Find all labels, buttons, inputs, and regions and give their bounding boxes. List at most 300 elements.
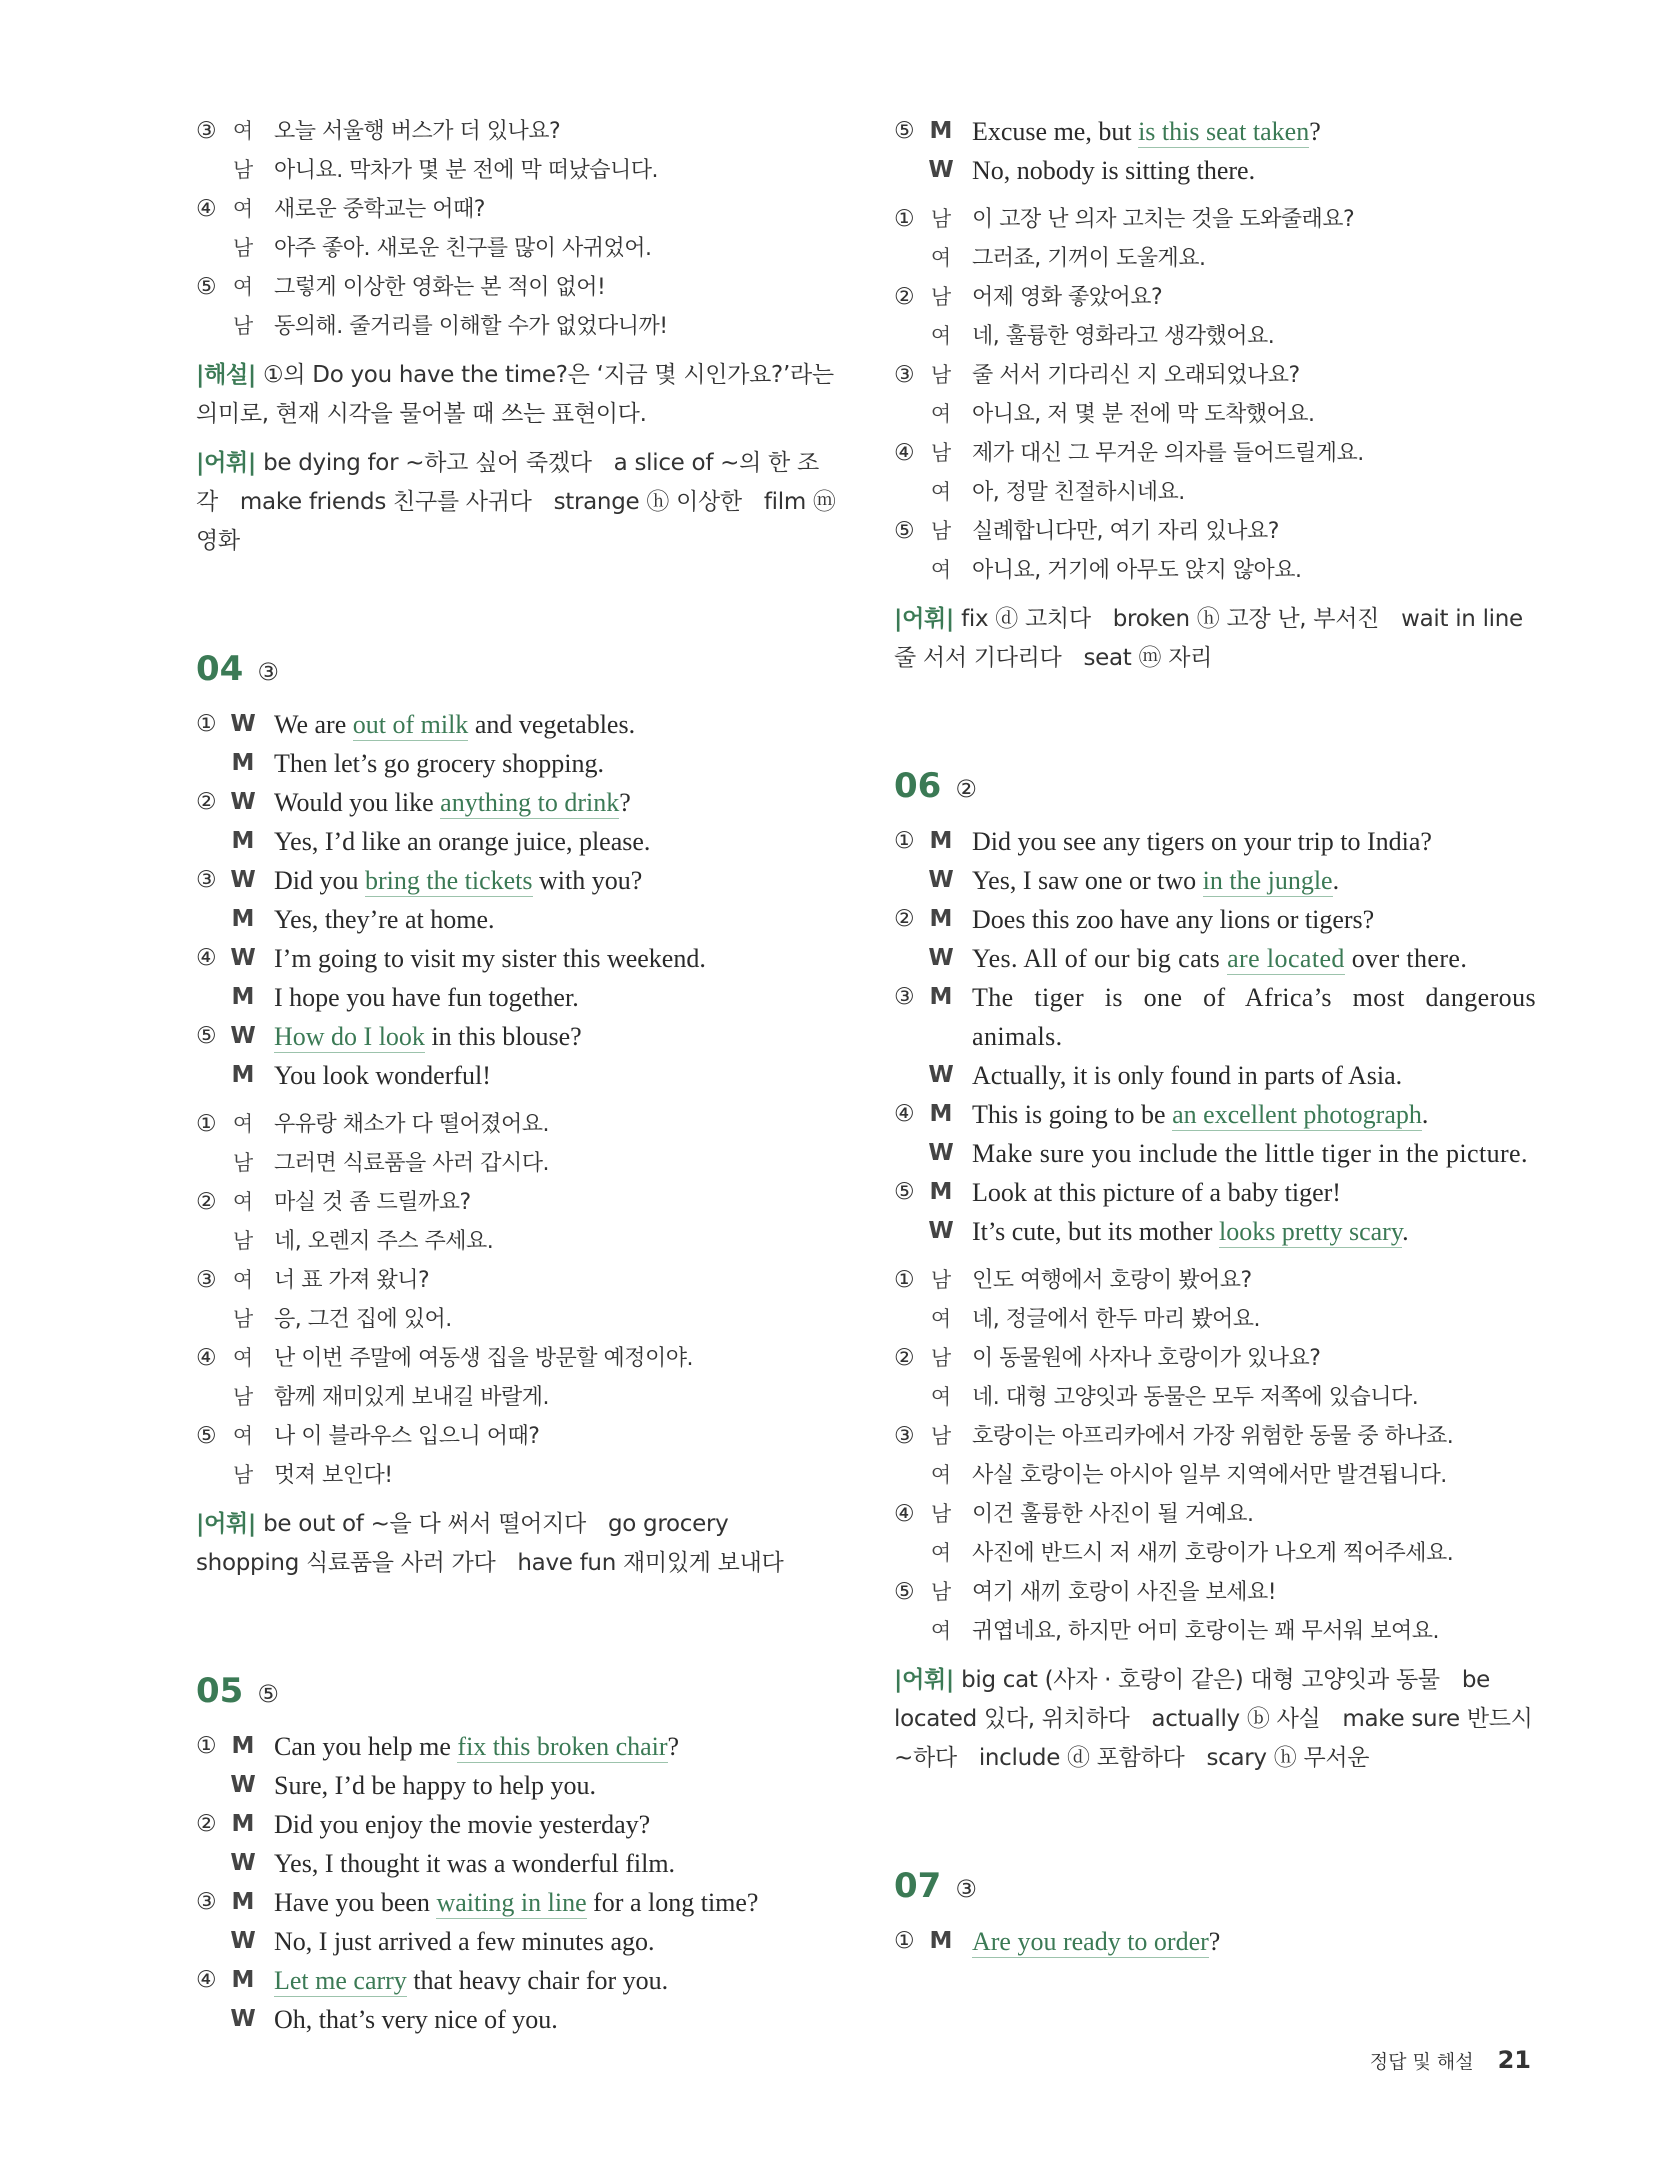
vocab-note-05 bbox=[894, 600, 1536, 678]
highlighted-phrase: How do I look bbox=[274, 1022, 425, 1051]
dialogue-line bbox=[196, 1922, 836, 1961]
dialogue-text: Yes, I saw one or two in the jungle. bbox=[972, 866, 1340, 895]
dialogue-line bbox=[196, 1844, 836, 1883]
translation-text: 너 표 가져 왔니? bbox=[274, 1268, 430, 1293]
left-column bbox=[196, 112, 836, 2039]
item-number: ② bbox=[196, 1811, 217, 1837]
item-number: ⑤ bbox=[894, 1579, 915, 1605]
dialogue-line bbox=[196, 861, 836, 900]
dialogue-text: Did you bring the tickets with you? bbox=[274, 866, 643, 895]
highlighted-phrase: an excellent photograph bbox=[1172, 1100, 1422, 1129]
translation-text: 새로운 중학교는 어때? bbox=[274, 197, 485, 222]
translation-line bbox=[196, 268, 836, 307]
speaker-label: W bbox=[230, 1023, 256, 1049]
dialogue-line bbox=[196, 783, 836, 822]
item-number: ③ bbox=[894, 362, 915, 388]
speaker-label: 남 bbox=[930, 1424, 952, 1448]
translation-line bbox=[196, 1222, 836, 1261]
explanation-note bbox=[196, 356, 836, 434]
item-number: ① bbox=[196, 711, 217, 737]
speaker-label: M bbox=[929, 828, 953, 854]
speaker-label: 남 bbox=[930, 207, 952, 231]
vocab-note-06 bbox=[894, 1661, 1536, 1778]
translation-line bbox=[894, 239, 1536, 278]
speaker-label: 여 bbox=[930, 246, 952, 270]
dialogue-text: Actually, it is only found in parts of Asia. bbox=[972, 1061, 1403, 1090]
highlighted-phrase: are located bbox=[1227, 944, 1345, 973]
speaker-label: 남 bbox=[930, 1268, 952, 1292]
vocab-label: |어휘| bbox=[196, 450, 257, 476]
speaker-label: 여 bbox=[930, 324, 952, 348]
vocab-item: make friends 친구를 사귀다 bbox=[239, 489, 532, 515]
translation-text: 호랑이는 아프리카에서 가장 위험한 동물 중 하나죠. bbox=[972, 1424, 1454, 1449]
speaker-label: W bbox=[230, 945, 256, 971]
vocab-item: strange ⓗ 이상한 bbox=[553, 489, 742, 515]
vocab-item: be located 있다, 위치하다 bbox=[894, 1667, 1490, 1732]
dialogue-text: How do I look in this blouse? bbox=[274, 1022, 582, 1051]
translation-line bbox=[894, 473, 1536, 512]
speaker-label: 여 bbox=[930, 402, 952, 426]
translation-line bbox=[196, 1339, 836, 1378]
speaker-label: M bbox=[929, 984, 953, 1010]
page-footer bbox=[1370, 2040, 1531, 2080]
translation-text: 응, 그건 집에 있어. bbox=[274, 1307, 452, 1332]
dialogue-line bbox=[196, 1961, 836, 2000]
translation-text: 이건 훌륭한 사진이 될 거예요. bbox=[972, 1502, 1254, 1527]
vocab-item: make sure 반드시 ~하다 bbox=[894, 1706, 1533, 1771]
dialogue-text: Yes, I thought it was a wonderful film. bbox=[274, 1849, 676, 1878]
translation-line bbox=[894, 1339, 1536, 1378]
item-number: ② bbox=[196, 1189, 217, 1215]
dialogue-text: Are you ready to order? bbox=[972, 1927, 1221, 1956]
item-number: ⑤ bbox=[196, 274, 217, 300]
speaker-label: M bbox=[231, 1889, 255, 1915]
dialogue-line bbox=[196, 705, 836, 744]
speaker-label: M bbox=[231, 1733, 255, 1759]
question-number: 04 bbox=[196, 649, 244, 689]
speaker-label: W bbox=[928, 1140, 954, 1166]
item-number: ④ bbox=[196, 945, 217, 971]
question-number: 06 bbox=[894, 766, 942, 806]
translation-line bbox=[894, 551, 1536, 590]
translation-text: 동의해. 줄거리를 이해할 수가 없었다니까! bbox=[274, 314, 668, 339]
speaker-label: M bbox=[231, 984, 255, 1010]
translation-line bbox=[894, 356, 1536, 395]
footer-label: 정답 및 해설 bbox=[1369, 2051, 1474, 2073]
highlighted-phrase: Are you ready to order bbox=[972, 1927, 1209, 1956]
dialogue-line bbox=[196, 744, 836, 783]
translation-text: 오늘 서울행 버스가 더 있나요? bbox=[274, 119, 561, 144]
speaker-label: M bbox=[231, 1062, 255, 1088]
speaker-label: 남 bbox=[930, 1346, 952, 1370]
translation-line bbox=[196, 307, 836, 346]
item-number: ④ bbox=[196, 1345, 217, 1371]
vocab-item: be out of ~을 다 써서 떨어지다 bbox=[263, 1511, 586, 1537]
speaker-label: 여 bbox=[232, 1112, 254, 1136]
speaker-label: M bbox=[929, 118, 953, 144]
vocab-note-04 bbox=[196, 1505, 836, 1583]
dialogue-line bbox=[894, 822, 1536, 861]
speaker-label: W bbox=[230, 1928, 256, 1954]
translation-line bbox=[196, 1105, 836, 1144]
speaker-label: M bbox=[929, 1928, 953, 1954]
question-06-header bbox=[894, 756, 1536, 816]
section-05-korean-lines bbox=[894, 200, 1536, 590]
dialogue-line bbox=[196, 1727, 836, 1766]
vocab-item: wait in line 줄 서서 기다리다 bbox=[894, 606, 1523, 671]
dialogue-line bbox=[894, 978, 1536, 1056]
dialogue-line bbox=[894, 1173, 1536, 1212]
item-number: ① bbox=[894, 206, 915, 232]
translation-text: 귀엽네요, 하지만 어미 호랑이는 꽤 무서워 보여요. bbox=[972, 1619, 1439, 1644]
translation-text: 제가 대신 그 무거운 의자를 들어드릴게요. bbox=[972, 441, 1364, 466]
speaker-label: W bbox=[230, 1772, 256, 1798]
dialogue-text: Then let’s go grocery shopping. bbox=[274, 749, 604, 778]
dialogue-line bbox=[196, 1017, 836, 1056]
vocab-label: |어휘| bbox=[196, 1511, 257, 1537]
item-number: ④ bbox=[196, 1967, 217, 1993]
dialogue-line bbox=[196, 822, 836, 861]
speaker-label: 남 bbox=[930, 363, 952, 387]
translation-line bbox=[894, 512, 1536, 551]
speaker-label: 남 bbox=[930, 1502, 952, 1526]
translation-line bbox=[196, 1378, 836, 1417]
question-number: 05 bbox=[196, 1671, 244, 1711]
dialogue-text: You look wonderful! bbox=[274, 1061, 491, 1090]
vocab-item: big cat (사자 · 호랑이 같은) 대형 고양잇과 동물 bbox=[961, 1667, 1440, 1693]
speaker-label: W bbox=[928, 867, 954, 893]
translation-line bbox=[894, 1573, 1536, 1612]
dialogue-line bbox=[196, 1883, 836, 1922]
translation-text: 그러면 식료품을 사러 갑시다. bbox=[274, 1151, 549, 1176]
speaker-label: 여 bbox=[232, 197, 254, 221]
speaker-label: 남 bbox=[930, 285, 952, 309]
speaker-label: 남 bbox=[232, 1229, 254, 1253]
dialogue-line bbox=[894, 939, 1536, 978]
vocab-item: scary ⓗ 무서운 bbox=[1206, 1745, 1370, 1771]
speaker-label: M bbox=[929, 1179, 953, 1205]
item-number: ① bbox=[894, 1928, 915, 1954]
translation-line bbox=[894, 317, 1536, 356]
vocab-item: include ⓓ 포함하다 bbox=[978, 1745, 1185, 1771]
speaker-label: W bbox=[928, 1062, 954, 1088]
item-number: ③ bbox=[196, 867, 217, 893]
translation-line bbox=[196, 1183, 836, 1222]
item-number: ① bbox=[894, 1267, 915, 1293]
dialogue-text: Let me carry that heavy chair for you. bbox=[274, 1966, 669, 1995]
dialogue-text: Have you been waiting in line for a long time? bbox=[274, 1888, 759, 1917]
translation-line bbox=[894, 1456, 1536, 1495]
speaker-label: 여 bbox=[930, 558, 952, 582]
translation-text: 네, 정글에서 한두 마리 봤어요. bbox=[972, 1307, 1260, 1332]
item-number: ④ bbox=[196, 196, 217, 222]
section-07-english-lines bbox=[894, 1922, 1536, 1961]
translation-text: 사실 호랑이는 아시아 일부 지역에서만 발견됩니다. bbox=[972, 1463, 1447, 1488]
speaker-label: M bbox=[231, 828, 255, 854]
translation-line bbox=[894, 200, 1536, 239]
question-number: 07 bbox=[894, 1866, 942, 1906]
dialogue-text: Look at this picture of a baby tiger! bbox=[972, 1178, 1341, 1207]
translation-text: 어제 영화 좋았어요? bbox=[972, 285, 1163, 310]
speaker-label: M bbox=[929, 906, 953, 932]
translation-text: 우유랑 채소가 다 떨어졌어요. bbox=[274, 1112, 549, 1137]
translation-line bbox=[894, 1378, 1536, 1417]
dialogue-text: Yes, they’re at home. bbox=[274, 905, 495, 934]
vocab-item: go grocery shopping 식료품을 사러 가다 bbox=[196, 1511, 729, 1576]
dialogue-line bbox=[894, 900, 1536, 939]
explanation-text: ①의 Do you have the time?은 ‘지금 몇 시인가요?’라는 의미로, 현재 시각을 물어볼 때 쓰는 표현이다. bbox=[196, 362, 834, 427]
item-number: ⑤ bbox=[894, 118, 915, 144]
translation-text: 아니요. 막차가 몇 분 전에 막 떠났습니다. bbox=[274, 158, 658, 183]
translation-text: 네, 오렌지 주스 주세요. bbox=[274, 1229, 494, 1254]
answer-mark: ③ bbox=[257, 658, 279, 686]
speaker-label: 여 bbox=[930, 1541, 952, 1565]
translation-text: 마실 것 좀 드릴까요? bbox=[274, 1190, 471, 1215]
speaker-label: M bbox=[231, 1811, 255, 1837]
speaker-label: 여 bbox=[930, 1307, 952, 1331]
vocab-item: film ⓜ 영화 bbox=[196, 489, 836, 554]
item-number: ② bbox=[894, 1345, 915, 1371]
vocab-item: a slice of ~의 한 조각 bbox=[196, 450, 819, 515]
speaker-label: M bbox=[231, 750, 255, 776]
speaker-label: W bbox=[928, 1218, 954, 1244]
translation-line bbox=[894, 278, 1536, 317]
translation-line bbox=[894, 1612, 1536, 1651]
dialogue-line bbox=[894, 112, 1536, 151]
highlighted-phrase: Let me carry bbox=[274, 1966, 407, 1995]
section-05-english-lines-cont bbox=[894, 112, 1536, 190]
translation-text: 네, 훌륭한 영화라고 생각했어요. bbox=[972, 324, 1275, 349]
translation-text: 줄 서서 기다리신 지 오래되었나요? bbox=[972, 363, 1300, 388]
speaker-label: 여 bbox=[232, 1190, 254, 1214]
translation-text: 아니요, 거기에 아무도 앉지 않아요. bbox=[972, 558, 1302, 583]
item-number: ② bbox=[196, 789, 217, 815]
speaker-label: 남 bbox=[930, 519, 952, 543]
item-number: ② bbox=[894, 284, 915, 310]
vocab-item: seat ⓜ 자리 bbox=[1083, 645, 1213, 671]
speaker-label: 여 bbox=[930, 480, 952, 504]
translation-line bbox=[196, 151, 836, 190]
translation-line bbox=[894, 1417, 1536, 1456]
translation-line bbox=[196, 1417, 836, 1456]
section-06-korean-lines bbox=[894, 1261, 1536, 1651]
translation-line bbox=[894, 395, 1536, 434]
item-number: ③ bbox=[196, 1889, 217, 1915]
item-number: ④ bbox=[894, 440, 915, 466]
highlighted-phrase: anything to drink bbox=[440, 788, 620, 817]
item-number: ③ bbox=[894, 984, 915, 1010]
question-07-header bbox=[894, 1856, 1536, 1916]
speaker-label: 여 bbox=[232, 275, 254, 299]
dialogue-line bbox=[894, 151, 1536, 190]
translation-text: 이 동물원에 사자나 호랑이가 있나요? bbox=[972, 1346, 1321, 1371]
translation-text: 아, 정말 친절하시네요. bbox=[972, 480, 1185, 505]
dialogue-text: Does this zoo have any lions or tigers? bbox=[972, 905, 1375, 934]
section-05-english-lines bbox=[196, 1727, 836, 2039]
item-number: ⑤ bbox=[196, 1023, 217, 1049]
vocab-item: be dying for ~하고 싶어 죽겠다 bbox=[263, 450, 592, 476]
speaker-label: 남 bbox=[232, 314, 254, 338]
translation-line bbox=[894, 1300, 1536, 1339]
answer-mark: ③ bbox=[955, 1875, 977, 1903]
speaker-label: 여 bbox=[232, 1424, 254, 1448]
item-number: ① bbox=[196, 1733, 217, 1759]
dialogue-line bbox=[894, 1056, 1536, 1095]
vocab-item: fix ⓓ 고치다 bbox=[961, 606, 1091, 632]
speaker-label: M bbox=[929, 1101, 953, 1127]
dialogue-text: Yes, I’d like an orange juice, please. bbox=[274, 827, 651, 856]
explanation-label: |해설| bbox=[196, 362, 257, 388]
speaker-label: 남 bbox=[232, 236, 254, 260]
page-number: 21 bbox=[1497, 2046, 1531, 2074]
dialogue-text: Sure, I’d be happy to help you. bbox=[274, 1771, 597, 1800]
dialogue-text: Oh, that’s very nice of you. bbox=[274, 2005, 558, 2034]
speaker-label: 여 bbox=[930, 1385, 952, 1409]
item-number: ⑤ bbox=[894, 1179, 915, 1205]
translation-text: 사진에 반드시 저 새끼 호랑이가 나오게 찍어주세요. bbox=[972, 1541, 1454, 1566]
dialogue-line bbox=[196, 2000, 836, 2039]
translation-text: 이 고장 난 의자 고치는 것을 도와줄래요? bbox=[972, 207, 1355, 232]
speaker-label: 남 bbox=[232, 1463, 254, 1487]
translation-line bbox=[196, 190, 836, 229]
speaker-label: W bbox=[230, 711, 256, 737]
section-04-english-lines bbox=[196, 705, 836, 1095]
item-number: ① bbox=[894, 828, 915, 854]
highlighted-phrase: out of milk bbox=[352, 710, 469, 739]
speaker-label: 남 bbox=[232, 1151, 254, 1175]
dialogue-line bbox=[894, 861, 1536, 900]
item-number: ② bbox=[894, 906, 915, 932]
translation-line bbox=[196, 1456, 836, 1495]
dialogue-text: I’m going to visit my sister this weekend. bbox=[274, 944, 706, 973]
vocab-note-03 bbox=[196, 444, 836, 561]
dialogue-line bbox=[196, 978, 836, 1017]
item-number: ④ bbox=[894, 1101, 915, 1127]
dialogue-line bbox=[196, 900, 836, 939]
translation-line bbox=[894, 434, 1536, 473]
speaker-label: W bbox=[928, 945, 954, 971]
translation-line bbox=[894, 1534, 1536, 1573]
dialogue-line bbox=[196, 1805, 836, 1844]
dialogue-text: The tiger is one of Africa’s most dangerous animals. bbox=[972, 983, 1536, 1051]
highlighted-phrase: waiting in line bbox=[436, 1888, 587, 1917]
dialogue-text: It’s cute, but its mother looks pretty scary. bbox=[972, 1217, 1409, 1246]
vocab-item: actually ⓑ 사실 bbox=[1151, 1706, 1321, 1732]
translation-text: 그러죠, 기꺼이 도울게요. bbox=[972, 246, 1206, 271]
dialogue-text: Excuse me, but is this seat taken? bbox=[972, 117, 1321, 146]
item-number: ③ bbox=[196, 1267, 217, 1293]
translation-text: 나 이 블라우스 입으니 어때? bbox=[274, 1424, 540, 1449]
translation-line bbox=[196, 1300, 836, 1339]
dialogue-text: No, I just arrived a few minutes ago. bbox=[274, 1927, 655, 1956]
item-number: ⑤ bbox=[196, 1423, 217, 1449]
translation-line bbox=[196, 112, 836, 151]
translation-line bbox=[196, 1144, 836, 1183]
dialogue-line bbox=[894, 1134, 1536, 1173]
speaker-label: 여 bbox=[232, 1346, 254, 1370]
speaker-label: W bbox=[928, 157, 954, 183]
translation-text: 아니요, 저 몇 분 전에 막 도착했어요. bbox=[972, 402, 1315, 427]
speaker-label: 남 bbox=[930, 441, 952, 465]
speaker-label: 여 bbox=[930, 1619, 952, 1643]
answer-mark: ② bbox=[955, 775, 977, 803]
vocab-item: have fun 재미있게 보내다 bbox=[517, 1550, 784, 1576]
dialogue-text: We are out of milk and vegetables. bbox=[274, 710, 636, 739]
speaker-label: 남 bbox=[930, 1580, 952, 1604]
item-number: ④ bbox=[894, 1501, 915, 1527]
speaker-label: 여 bbox=[930, 1463, 952, 1487]
highlighted-phrase: is this seat taken bbox=[1138, 117, 1310, 146]
translation-text: 난 이번 주말에 여동생 집을 방문할 예정이야. bbox=[274, 1346, 693, 1371]
highlighted-phrase: fix this broken chair bbox=[457, 1732, 668, 1761]
translation-text: 인도 여행에서 호랑이 봤어요? bbox=[972, 1268, 1252, 1293]
section-03-korean-lines bbox=[196, 112, 836, 346]
translation-text: 그렇게 이상한 영화는 본 적이 없어! bbox=[274, 275, 606, 300]
vocab-label: |어휘| bbox=[894, 606, 955, 632]
speaker-label: 여 bbox=[232, 1268, 254, 1292]
item-number: ③ bbox=[196, 118, 217, 144]
translation-line bbox=[196, 1261, 836, 1300]
highlighted-phrase: bring the tickets bbox=[365, 866, 533, 895]
question-05-header bbox=[196, 1661, 836, 1721]
speaker-label: W bbox=[230, 789, 256, 815]
highlighted-phrase: in the jungle bbox=[1202, 866, 1333, 895]
translation-line bbox=[196, 229, 836, 268]
answer-mark: ⑤ bbox=[257, 1680, 279, 1708]
dialogue-text: Did you enjoy the movie yesterday? bbox=[274, 1810, 651, 1839]
vocab-item: broken ⓗ 고장 난, 부서진 bbox=[1112, 606, 1380, 632]
section-04-korean-lines bbox=[196, 1105, 836, 1495]
highlighted-phrase: looks pretty scary bbox=[1218, 1217, 1403, 1246]
speaker-label: 남 bbox=[232, 1385, 254, 1409]
speaker-label: 남 bbox=[232, 158, 254, 182]
speaker-label: M bbox=[231, 906, 255, 932]
dialogue-text: Make sure you include the little tiger in the picture. bbox=[972, 1139, 1528, 1168]
dialogue-text: Can you help me fix this broken chair? bbox=[274, 1732, 680, 1761]
dialogue-line bbox=[196, 1766, 836, 1805]
speaker-label: W bbox=[230, 1850, 256, 1876]
dialogue-text: Did you see any tigers on your trip to India? bbox=[972, 827, 1432, 856]
translation-text: 함께 재미있게 보내길 바랄게. bbox=[274, 1385, 549, 1410]
dialogue-line bbox=[894, 1095, 1536, 1134]
dialogue-text: I hope you have fun together. bbox=[274, 983, 579, 1012]
translation-text: 여기 새끼 호랑이 사진을 보세요! bbox=[972, 1580, 1277, 1605]
question-04-header bbox=[196, 639, 836, 699]
speaker-label: 여 bbox=[232, 119, 254, 143]
dialogue-line bbox=[196, 1056, 836, 1095]
item-number: ① bbox=[196, 1111, 217, 1137]
item-number: ③ bbox=[894, 1423, 915, 1449]
dialogue-text: No, nobody is sitting there. bbox=[972, 156, 1256, 185]
translation-text: 네. 대형 고양잇과 동물은 모두 저쪽에 있습니다. bbox=[972, 1385, 1419, 1410]
right-column bbox=[894, 112, 1536, 1961]
translation-line bbox=[894, 1495, 1536, 1534]
speaker-label: M bbox=[231, 1967, 255, 1993]
speaker-label: 남 bbox=[232, 1307, 254, 1331]
dialogue-line bbox=[894, 1922, 1536, 1961]
dialogue-line bbox=[894, 1212, 1536, 1251]
item-number: ⑤ bbox=[894, 518, 915, 544]
translation-text: 아주 좋아. 새로운 친구를 많이 사귀었어. bbox=[274, 236, 652, 261]
dialogue-text: This is going to be an excellent photograph. bbox=[972, 1100, 1429, 1129]
section-06-english-lines bbox=[894, 822, 1536, 1251]
speaker-label: W bbox=[230, 2006, 256, 2032]
translation-text: 멋져 보인다! bbox=[274, 1463, 393, 1488]
dialogue-text: Yes. All of our big cats are located over there. bbox=[972, 944, 1468, 973]
dialogue-text: Would you like anything to drink? bbox=[274, 788, 631, 817]
translation-line bbox=[894, 1261, 1536, 1300]
vocab-label: |어휘| bbox=[894, 1667, 955, 1693]
